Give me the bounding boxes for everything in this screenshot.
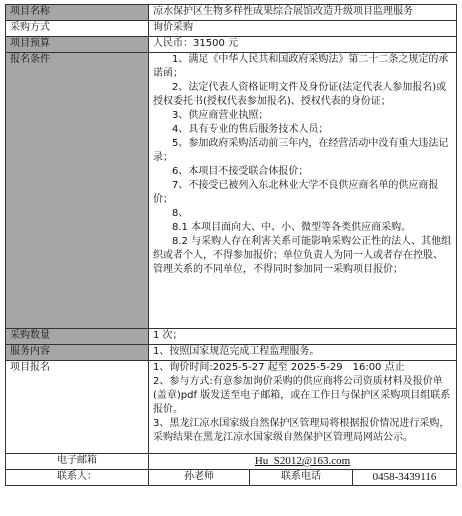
requirements-row <box>6 53 457 329</box>
procurement-info-table <box>5 4 457 486</box>
requirement-item: 3、供应商营业执照； <box>172 110 269 121</box>
requirement-item: 6、本项目不接受联合体报价； <box>172 166 309 177</box>
registration-item: 3、黑龙江凉水国家级自然保护区管理局将根据报价情况进行采购，采购结果在黑龙江凉水国家级自然保护区管理局网站公示。 <box>153 418 450 443</box>
phone-value: 0458-3439116 <box>353 470 457 486</box>
procurement-method-row <box>6 21 457 37</box>
requirement-item: 4、具有专业的售后服务技术人员； <box>172 124 329 135</box>
registration-row <box>6 361 457 454</box>
budget-row <box>6 37 457 53</box>
requirement-item: 5、参加政府采购活动前三年内，在经营活动中没有重大违法记录； <box>153 138 449 163</box>
quantity-row <box>6 329 457 345</box>
registration-item: 2、参与方式:有意参加询价采购的供应商将公司资质材料及报价单(盖章)pdf 版发送至电子邮箱，或在工作日与保护区采购项目组联系报价。 <box>153 376 451 415</box>
quantity-label: 采购数量 <box>6 329 149 345</box>
email-link[interactable]: Hu_S2012@163.com <box>254 455 351 467</box>
service-label: 服务内容 <box>6 345 149 361</box>
procurement-method-value: 询价采购 <box>149 21 457 37</box>
registration-item: 1、询价时间:2025-5-27 起至 2025-5-29 16:00 点止 <box>153 362 405 373</box>
email-label: 电子邮箱 <box>6 454 149 470</box>
requirement-item: 8.2 与采购人存在利害关系可能影响采购公正性的法人、其他组织或者个人，不得参加报价；单位负责人为同一人或者存在控股、管理关系的不同单位，不得同时参加同一采购项目报价； <box>153 236 452 275</box>
project-name-label: 项目名称 <box>6 5 149 21</box>
contact-row <box>6 470 457 486</box>
email-row <box>6 454 457 470</box>
procurement-method-label: 采购方式 <box>6 21 149 37</box>
quantity-value: 1 次； <box>149 329 457 345</box>
project-name-value: 凉水保护区生物多样性成果综合展馆改造升级项目监理服务 <box>149 5 457 21</box>
project-name-row <box>6 5 457 21</box>
budget-label: 项目预算 <box>6 37 149 53</box>
requirement-item: 2、法定代表人资格证明文件及身份证(法定代表人参加报名)或授权委托书(授权代表参加报名)、授权代表的身份证； <box>153 82 447 107</box>
contact-name: 孙老师 <box>149 470 250 486</box>
requirement-item: 7、不接受已被列入东北林业大学不良供应商名单的供应商报价； <box>153 180 439 205</box>
budget-value: 人民币：31500 元 <box>149 37 457 53</box>
requirement-item: 8.1 本项目面向大、中、小、微型等各类供应商采购。 <box>172 222 412 233</box>
service-value: 1、按照国家规范完成工程监理服务。 <box>149 345 457 361</box>
registration-label: 项目报名 <box>6 361 149 454</box>
requirements-list <box>149 53 457 329</box>
requirements-label: 报名条件 <box>6 53 149 329</box>
requirement-item: 8、 <box>172 208 189 219</box>
requirement-item: 1、满足《中华人民共和国政府采购法》第二十二条之规定的承诺函； <box>153 54 449 79</box>
service-row <box>6 345 457 361</box>
registration-list <box>149 361 457 454</box>
contact-label: 联系人： <box>6 470 149 486</box>
phone-label: 联系电话 <box>250 470 353 486</box>
